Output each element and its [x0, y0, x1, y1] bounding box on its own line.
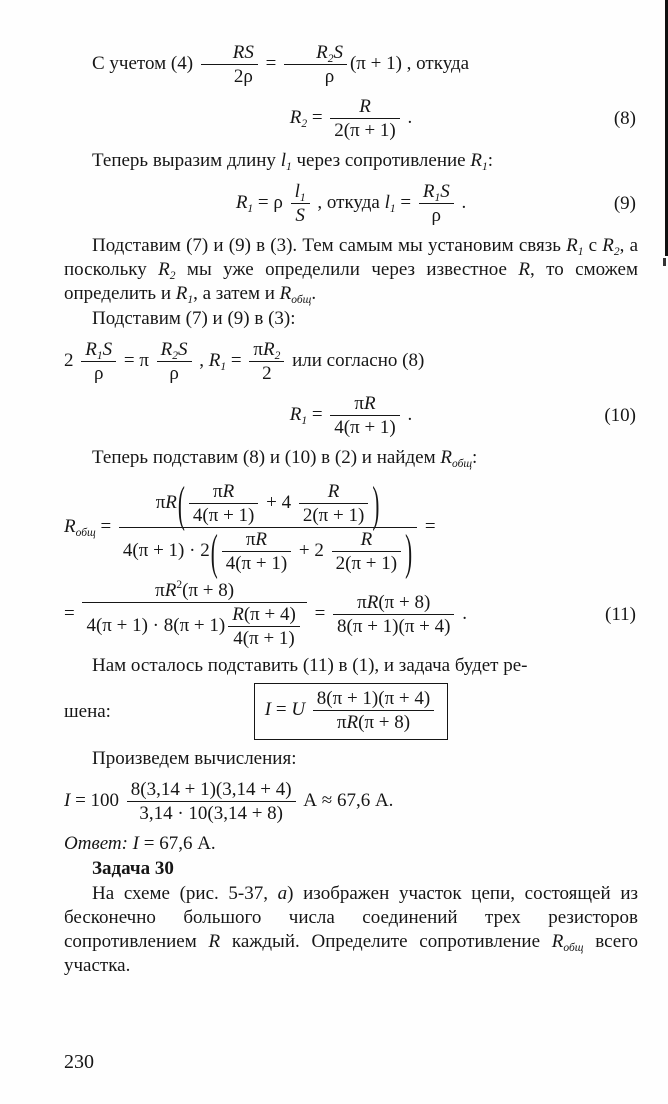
page-content	[64, 40, 638, 979]
heading-problem-30: Задача 30	[92, 858, 174, 879]
para-substitute-7-9-colon: Подставим (7) и (9) в (3):	[92, 308, 296, 329]
page-number: 230	[64, 1051, 94, 1073]
fraction: $\frac{\pi R}{4(\pi + 1)}$	[222, 528, 291, 575]
fraction: $\frac{R}{2(\pi + 1)}$	[299, 480, 368, 527]
fraction: $\frac{R_2S}{\rho}$	[284, 41, 347, 88]
row-shena-boxed-result	[64, 683, 638, 740]
fraction: $\frac{R_1S}{\rho}$	[81, 338, 116, 385]
fraction: $\frac{l_1}{S}$	[291, 180, 310, 227]
fraction: $\frac{8(3,14 + 1)(3,14 + 4)}{3,14 \cdot 10(3,14 + 8)}$	[127, 778, 296, 825]
para-problem-30-text: На схеме (рис. 5-37, а) изображен участок цепи, состоящей из бесконечно большого числа соединений трех резисторов сопротивлением R каждый. Определите сопротивление $R_{общ}$ всего участка.	[64, 883, 639, 976]
fraction: $\frac{R}{2(\pi + 1)}$	[332, 528, 401, 575]
scan-speck-artifact	[663, 258, 666, 266]
fraction: πR( $\frac{\pi R}{4(\pi + 1)}$ + 4 $\frac{R}{2(\pi + 1)}$ ) 4(π + 1) · 2( $\frac{\pi R}{4(\pi + 1)}$ + 2 $\frac{R}{2(\pi + 1)}$ )	[119, 480, 417, 575]
fraction: $\frac{\pi R_2}{2}$	[249, 338, 284, 385]
equation-number: (8)	[613, 107, 636, 129]
fraction: $\frac{\pi R(\pi + 8)}{8(\pi + 1)(\pi + 4)}$	[333, 591, 454, 638]
big-paren: )	[405, 523, 413, 580]
equation-9: $R_1 = \rho$ $\frac{l_1}{S}$ , откуда $l_1$ = $\frac{R_1S}{\rho}$ . (9)	[235, 181, 636, 226]
fraction: $\pi R^2(\pi + 8)$ 4(π + 1) · 8(π + 1) $\frac{R(\pi + 4)}{4(\pi + 1)}$	[82, 579, 306, 650]
equation-8: $R_2$ = $\frac{R}{2(\pi + 1)}$ . (8)	[289, 96, 636, 141]
big-paren: )	[372, 475, 380, 532]
para-now-substitute-8-10: Теперь подставим (8) и (10) в (2) и найдем $R_{общ}$:	[92, 447, 478, 470]
fraction: $\frac{R_2S}{\rho}$	[157, 338, 192, 385]
equation-r-total: $R_{общ}$ = πR( $\frac{\pi R}{4(\pi + 1)}$ + 4 $\frac{R}{2(\pi + 1)}$ ) 4(π + 1) · 2( $\frac{\pi R}{4(\pi + 1)}$ + 2 $\frac{R}{2(\pi + 1)}$ ) =	[64, 475, 436, 580]
fraction: $\frac{R(\pi + 4)}{4(\pi + 1)}$	[228, 603, 300, 650]
equation-11: = $\pi R^2(\pi + 8)$ 4(π + 1) · 8(π + 1) $\frac{R(\pi + 4)}{4(\pi + 1)}$ = $\frac{\pi R(\pi + 8)}{8(\pi + 1)(\pi + 4)}$ . (11)	[64, 579, 636, 649]
para-remains-substitute: Нам осталось подставить (11) в (1), и задача будет ре-	[92, 655, 528, 676]
para-answer: Ответ: I = 67,6 А.	[64, 833, 216, 854]
para-perform-calculations: Произведем вычисления:	[92, 748, 297, 769]
para-substitute-7-9-text: Подставим (7) и (9) в (3). Тем самым мы установим связь $R_1$ с $R_2$, а поскольку $R_2$ мы уже определили через известное R, то сможем определить и $R_1$, а затем и $R_{общ}$.	[64, 235, 639, 306]
equation-r1-via-r2: 2 $\frac{R_1S}{\rho}$ = π $\frac{R_2S}{\rho}$ , $R_1$ = $\frac{\pi R_2}{2}$ или согласно (8)	[64, 339, 425, 384]
equation-number: (10)	[604, 404, 636, 426]
para-with-account-of-4: С учетом (4) $\frac{RS}{2\rho}$ = $\frac{R_2S}{\rho}$ (π + 1) , откуда	[92, 42, 470, 87]
fraction: $\frac{\pi R}{4(\pi + 1)}$	[330, 392, 399, 439]
big-paren: (	[177, 475, 185, 532]
equation-numeric-result: I = 100 $\frac{8(3,14 + 1)(3,14 + 4)}{3,14 \cdot 10(3,14 + 8)}$ А ≈ 67,6 А.	[64, 779, 394, 824]
box-row-label: шена:	[64, 700, 111, 722]
para-express-length: Теперь выразим длину $l_1$ через сопротивление $R_1$:	[92, 150, 493, 173]
fraction: $\frac{RS}{2\rho}$	[201, 41, 258, 88]
big-paren: (	[210, 523, 218, 580]
fraction: $\frac{R_1S}{\rho}$	[419, 180, 454, 227]
fraction: $\frac{R}{2(\pi + 1)}$	[330, 95, 399, 142]
fraction: $\frac{\pi R}{4(\pi + 1)}$	[189, 480, 258, 527]
equation-10: $R_1$ = $\frac{\pi R}{4(\pi + 1)}$ . (10)	[289, 393, 636, 438]
boxed-formula: I = U $\frac{8(\pi + 1)(\pi + 4)}{\pi R(\pi + 8)}$	[254, 683, 448, 740]
equation-number: (11)	[605, 603, 636, 625]
equation-number: (9)	[613, 192, 636, 214]
fraction: $\frac{8(\pi + 1)(\pi + 4)}{\pi R(\pi + 8)}$	[313, 687, 434, 734]
